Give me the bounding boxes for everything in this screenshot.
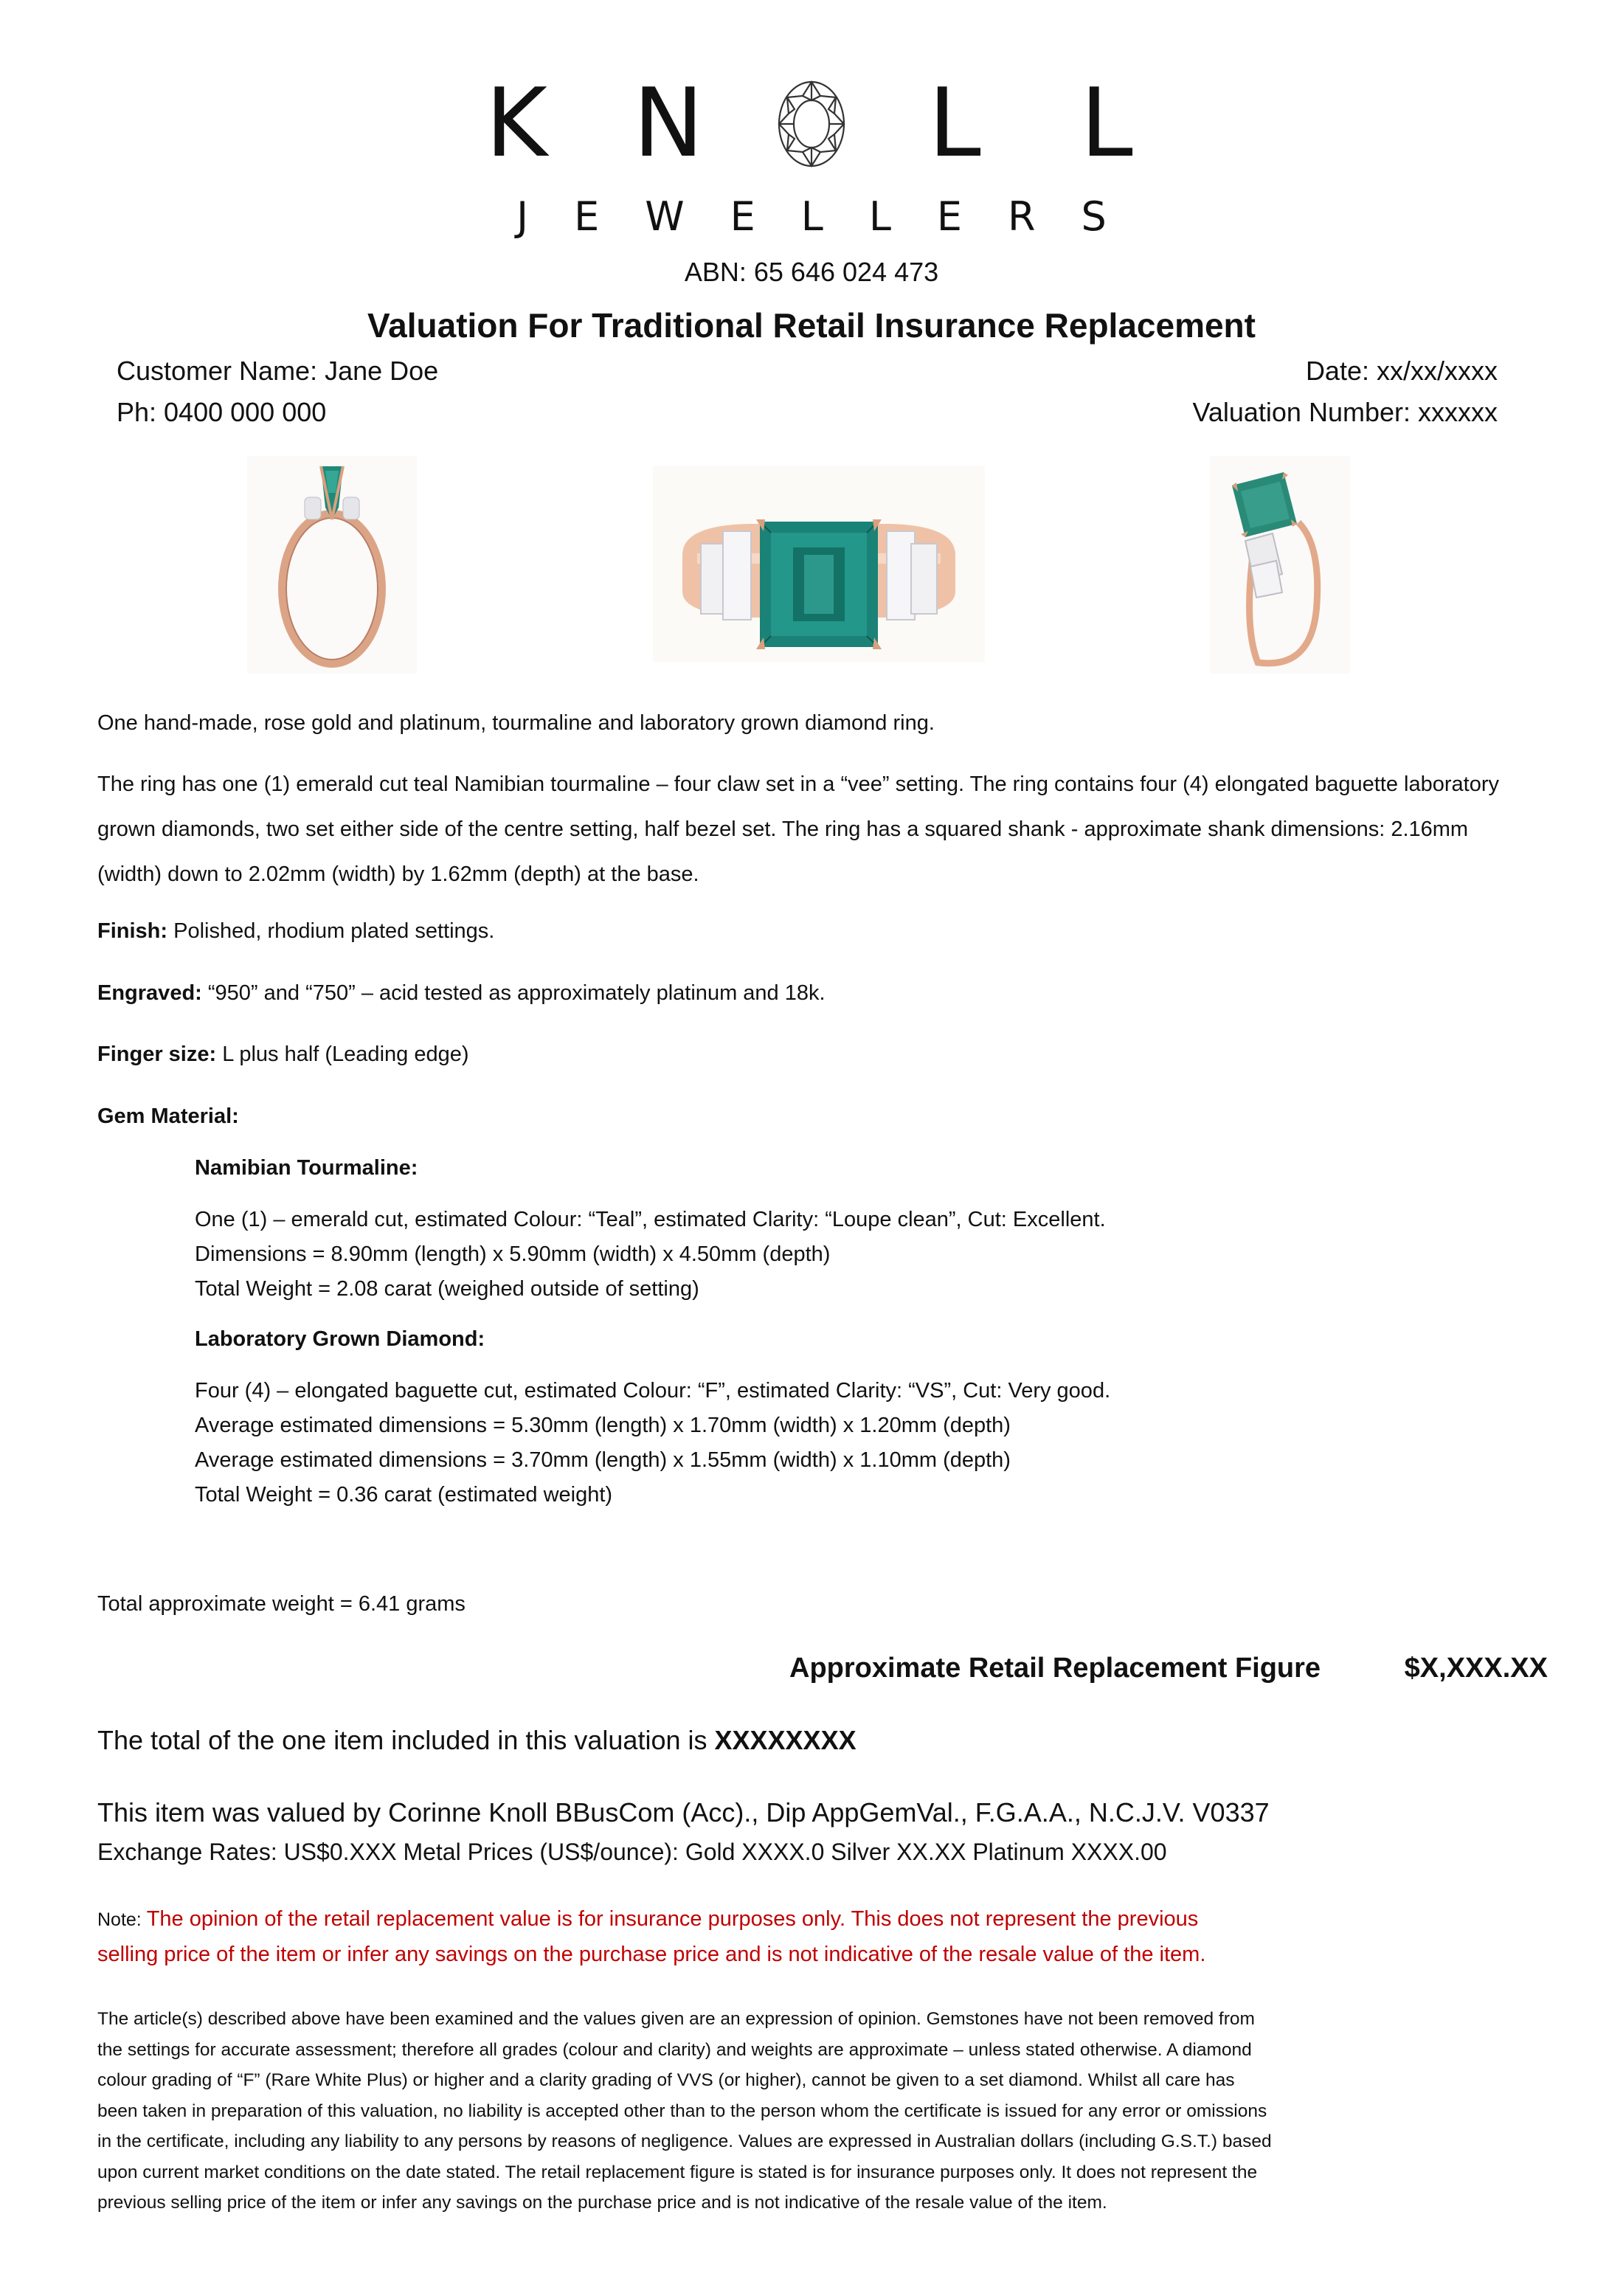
- engraved-field: [97, 981, 826, 1006]
- finger-size-field: [97, 1042, 469, 1067]
- gem-detail-line: Total Weight = 0.36 carat (estimated weight): [195, 1483, 613, 1507]
- item-summary: One hand-made, rose gold and platinum, tourmaline and laboratory grown diamond ring.: [97, 711, 935, 735]
- item-detail-description: The ring has one (1) emerald cut teal Namibian tourmaline – four claw set in a “vee” setting. The ring contains four (4) elongated baguette laboratory grown diamonds, two set either side of the centre setting, half bezel set. The ring has a squared shank - approximate shank dimensions: 2.16mm (width) down to 2.02mm (width) by 1.62mm (depth) at the base.: [97, 772, 1499, 886]
- replacement-figure-label: Approximate Retail Replacement Figure: [789, 1653, 1321, 1684]
- document-title: Valuation For Traditional Retail Insurance Replacement: [367, 306, 1256, 345]
- gem-detail-line: Average estimated dimensions = 5.30mm (length) x 1.70mm (width) x 1.20mm (depth): [195, 1414, 1011, 1437]
- note-text: The opinion of the retail replacement value is for insurance purposes only. This does not represent the previous selling price of the item or infer any savings on the purchase price and is not indicative of the resale value of the item.: [97, 1907, 1206, 1966]
- gem-detail-line: Four (4) – elongated baguette cut, estimated Colour: “F”, estimated Clarity: “VS”, Cut: Very good.: [195, 1379, 1111, 1403]
- abn-number: ABN: 65 646 024 473: [684, 257, 939, 287]
- valuation-total-value: XXXXXXXX: [714, 1725, 857, 1755]
- field-value: Polished, rhodium plated settings.: [167, 919, 495, 943]
- ring-photo-angled: [1210, 456, 1350, 674]
- gem-material-heading: [97, 1104, 239, 1129]
- logo-letter: K: [485, 69, 547, 179]
- ring-photo-top: [653, 466, 985, 662]
- brand-logo-wordmark: [0, 69, 1623, 179]
- valuation-total: [97, 1725, 857, 1756]
- logo-letter: N: [633, 69, 704, 179]
- field-value: L plus half (Leading edge): [216, 1042, 469, 1066]
- logo-letter: L: [1080, 69, 1133, 179]
- exchange-metal-rates: Exchange Rates: US$0.XXX Metal Prices (US$/ounce): Gold XXXX.0 Silver XX.XX Platinum XXXX.00: [97, 1839, 1167, 1865]
- note-label: Note:: [97, 1909, 147, 1930]
- field-label: Gem Material:: [97, 1104, 239, 1128]
- ring-photo-side: [247, 456, 417, 674]
- valuation-total-text: The total of the one item included in this valuation is: [97, 1725, 715, 1755]
- field-label: Finger size:: [97, 1042, 217, 1066]
- gem-details-tourmaline: [195, 1203, 1106, 1307]
- field-label: Engraved:: [97, 981, 202, 1005]
- customer-name: Customer Name: Jane Doe: [117, 356, 439, 386]
- field-value: “950” and “750” – acid tested as approximately platinum and 18k.: [201, 981, 826, 1005]
- gem-heading-tourmaline: Namibian Tourmaline:: [195, 1156, 418, 1180]
- valuation-number: Valuation Number: xxxxxx: [1192, 397, 1498, 427]
- total-weight: Total approximate weight = 6.41 grams: [97, 1592, 466, 1616]
- customer-phone: Ph: 0400 000 000: [117, 397, 327, 427]
- finish-field: [97, 919, 494, 944]
- replacement-figure-value: $X,XXX.XX: [1404, 1653, 1548, 1684]
- gem-details-diamond: [195, 1374, 1110, 1512]
- logo-letter: L: [928, 69, 981, 179]
- gem-detail-line: Average estimated dimensions = 3.70mm (length) x 1.55mm (width) x 1.10mm (depth): [195, 1448, 1011, 1472]
- gem-detail-line: Dimensions = 8.90mm (length) x 5.90mm (width) x 4.50mm (depth): [195, 1242, 831, 1266]
- field-label: Finish:: [97, 919, 168, 943]
- gem-detail-line: Total Weight = 2.08 carat (weighed outside of setting): [195, 1277, 699, 1301]
- gem-detail-line: One (1) – emerald cut, estimated Colour: “Teal”, estimated Clarity: “Loupe clean”, Cut: Excellent.: [195, 1208, 1106, 1231]
- valuer-statement: This item was valued by Corinne Knoll BBusCom (Acc)., Dip AppGemVal., F.G.A.A., N.C.J.V. V0337: [97, 1797, 1270, 1828]
- legal-disclaimer: The article(s) described above have been examined and the values given are an expression of opinion. Gemstones have not been removed from the settings for accurate assessment; therefore all grades (colour and clarity) and weights are approximate – unless stated otherwise. A diamond colour grading of “F” (Rare White Plus) or higher and a clarity grading of VVS (or higher), cannot be given to a set diamond. Whilst all care has been taken in preparation of this valuation, no liability is accepted other than to the person whom the certificate is issued for any error or omissions in the certificate, including any liability to any persons by reasons of negligence. Values are expressed in Australian dollars (including G.S.T.) based upon current market conditions on the date stated. The retail replacement figure is stated is for insurance purposes only. It does not represent the previous selling price of the item or infer any savings on the purchase price and is not indicative of the resale value of the item.: [97, 2009, 1272, 2213]
- gem-heading-diamond: Laboratory Grown Diamond:: [195, 1327, 485, 1351]
- brand-subtitle: JEWELLERS: [516, 193, 1152, 240]
- round-brilliant-diamond-icon: [777, 80, 846, 168]
- insurance-note: [97, 1902, 1248, 1972]
- valuation-date: Date: xx/xx/xxxx: [1305, 356, 1498, 386]
